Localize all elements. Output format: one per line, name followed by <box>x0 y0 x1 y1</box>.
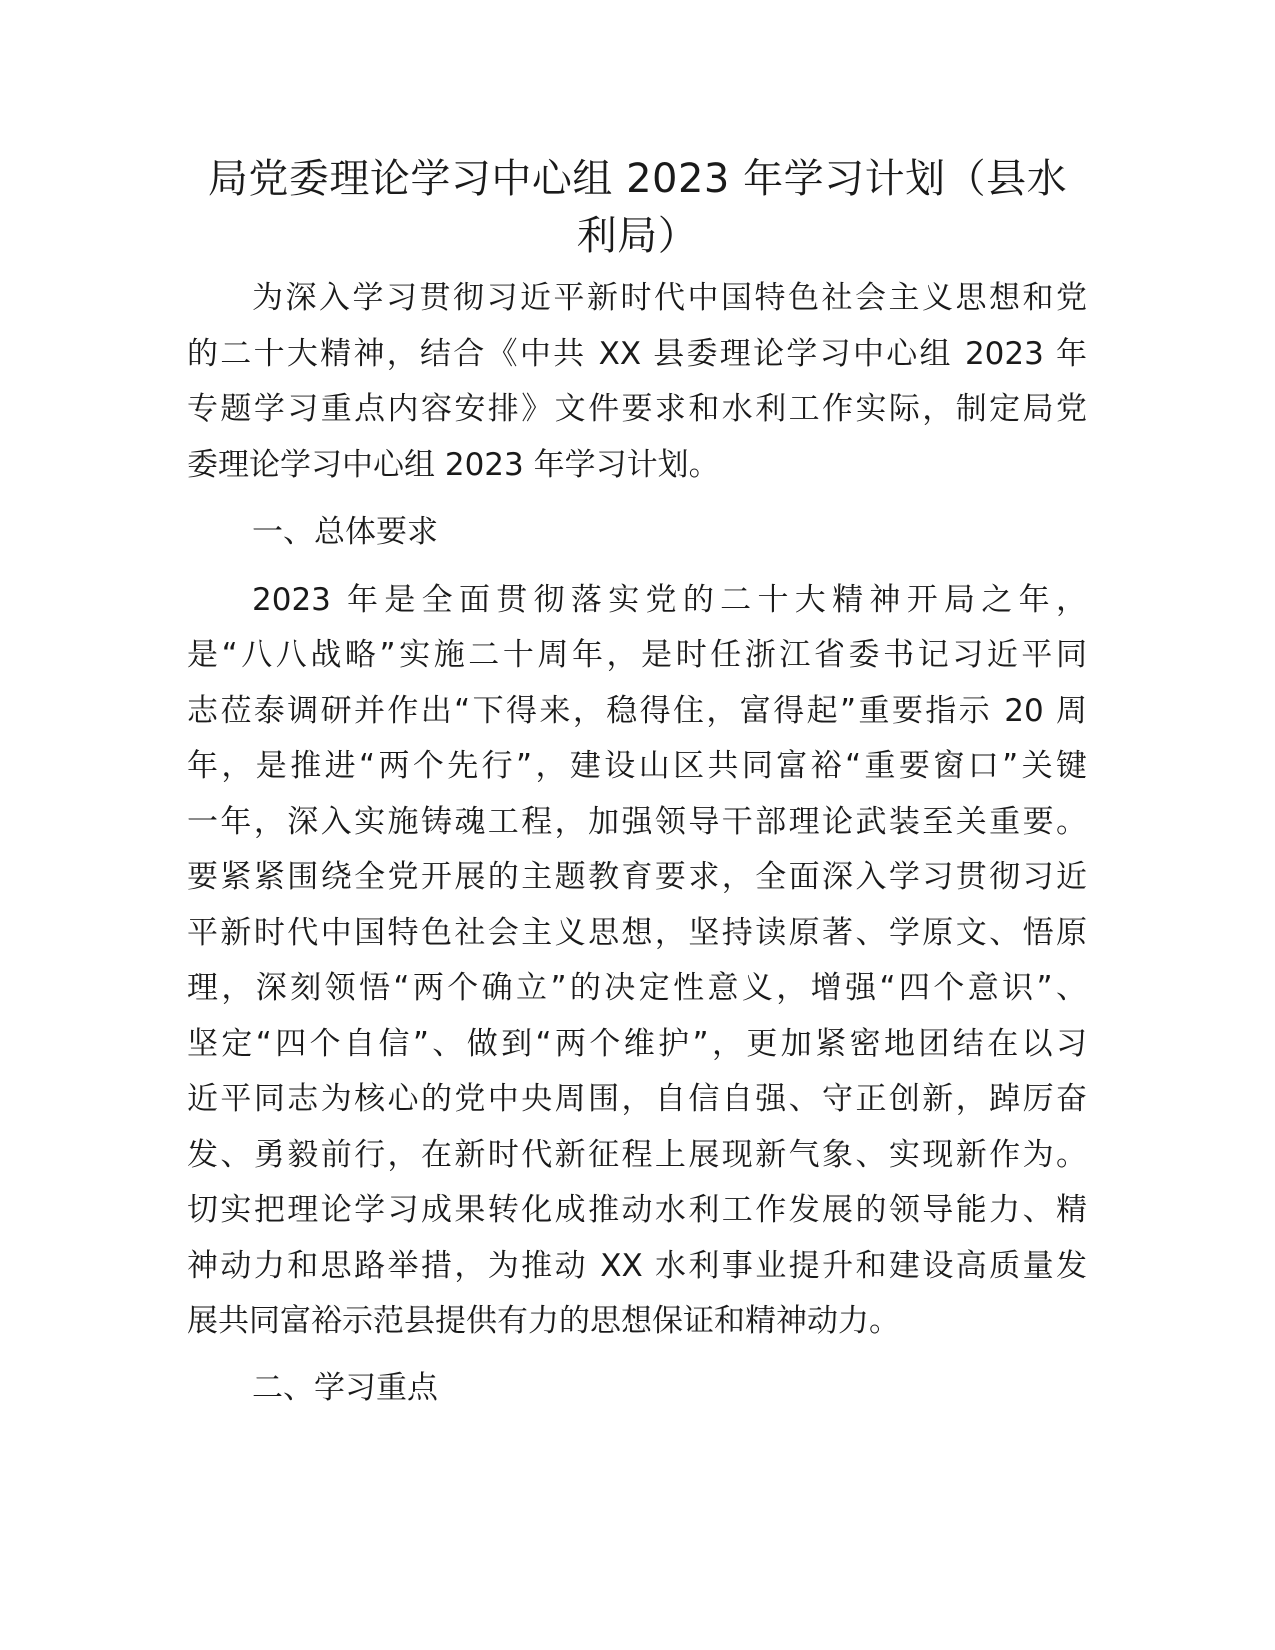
intro-line: 的二十大精神，结合《中共 XX 县委理论学习中心组 2023 年 <box>187 336 1087 372</box>
intro-line: 为深入学习贯彻习近平新时代中国特色社会主义思想和党 <box>252 280 1087 316</box>
section-1-line: 年，是推进“两个先行”，建设山区共同富裕“重要窗口”关键 <box>187 748 1087 784</box>
section-heading-study-focus: 二、学习重点 <box>252 1370 438 1406</box>
intro-line: 委理论学习中心组 2023 年学习计划。 <box>187 447 720 483</box>
document-title-line-1: 局党委理论学习中心组 2023 年学习计划（县水 <box>207 156 1068 202</box>
section-1-line: 2023 年是全面贯彻落实党的二十大精神开局之年， <box>252 582 1087 618</box>
section-1-line: 坚定“四个自信”、做到“两个维护”，更加紧密地团结在以习 <box>187 1026 1087 1062</box>
section-1-line: 展共同富裕示范县提供有力的思想保证和精神动力。 <box>187 1303 900 1339</box>
document-title-line-2: 利局） <box>576 213 699 259</box>
section-1-line: 志莅泰调研并作出“下得来，稳得住，富得起”重要指示 20 周 <box>187 693 1087 729</box>
section-1-line: 切实把理论学习成果转化成推动水利工作发展的领导能力、精 <box>187 1192 1087 1228</box>
intro-line: 专题学习重点内容安排》文件要求和水利工作实际，制定局党 <box>187 391 1087 427</box>
section-1-line: 要紧紧围绕全党开展的主题教育要求，全面深入学习贯彻习近 <box>187 859 1087 895</box>
section-1-line: 近平同志为核心的党中央周围，自信自强、守正创新，踔厉奋 <box>187 1081 1087 1117</box>
section-1-line: 发、勇毅前行，在新时代新征程上展现新气象、实现新作为。 <box>187 1137 1087 1173</box>
section-1-line: 一年，深入实施铸魂工程，加强领导干部理论武装至关重要。 <box>187 804 1087 840</box>
section-1-line: 理，深刻领悟“两个确立”的决定性意义，增强“四个意识”、 <box>187 970 1087 1006</box>
section-1-line: 神动力和思路举措，为推动 XX 水利事业提升和建设高质量发 <box>187 1248 1087 1284</box>
section-1-line: 平新时代中国特色社会主义思想，坚持读原著、学原文、悟原 <box>187 915 1087 951</box>
section-heading-general-requirements: 一、总体要求 <box>252 514 438 550</box>
section-1-line: 是“八八战略”实施二十周年，是时任浙江省委书记习近平同 <box>187 637 1087 673</box>
